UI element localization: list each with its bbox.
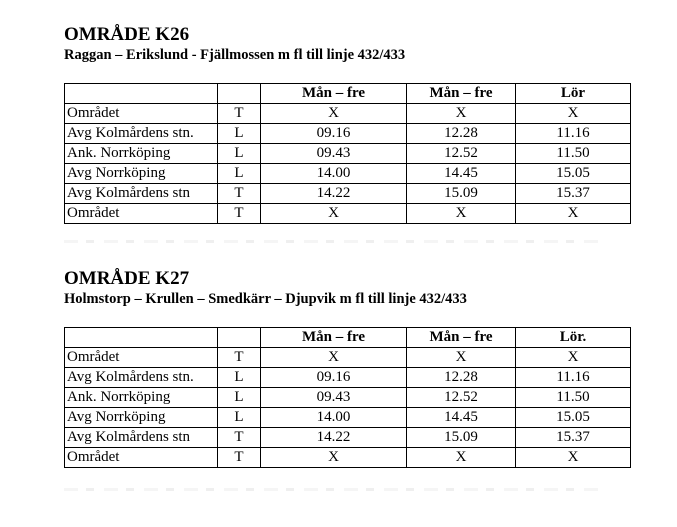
scan-artifact — [64, 240, 604, 243]
stop-name-cell: Ank. Norrköping — [65, 388, 218, 408]
time-cell: 11.16 — [516, 368, 631, 388]
area-subtitle: Raggan – Erikslund - Fjällmossen m fl till linje 432/433 — [64, 47, 406, 63]
time-cell: 12.52 — [407, 388, 516, 408]
time-cell: 11.50 — [516, 388, 631, 408]
time-cell: X — [261, 104, 407, 124]
stop-type-cell: L — [218, 408, 261, 428]
time-cell: X — [516, 348, 631, 368]
area-title: OMRÅDE K27 — [64, 268, 190, 289]
time-cell: 15.05 — [516, 408, 631, 428]
stop-name-cell: Området — [65, 448, 218, 468]
timetable-k27 — [64, 327, 631, 468]
timetable-k26 — [64, 83, 631, 224]
time-cell: 14.22 — [261, 184, 407, 204]
area-subtitle: Holmstorp – Krullen – Smedkärr – Djupvik m fl till linje 432/433 — [64, 291, 467, 307]
header-row — [65, 328, 631, 348]
stop-type-cell: L — [218, 124, 261, 144]
empty-header-cell — [65, 84, 218, 104]
area-section-k26 — [64, 24, 630, 224]
table-row — [65, 408, 631, 428]
time-cell: 09.16 — [261, 368, 407, 388]
table-row — [65, 104, 631, 124]
time-cell: 11.50 — [516, 144, 631, 164]
stop-name-cell: Ank. Norrköping — [65, 144, 218, 164]
stop-type-cell: T — [218, 448, 261, 468]
time-cell: X — [407, 104, 516, 124]
time-cell: 11.16 — [516, 124, 631, 144]
time-cell: 15.09 — [407, 428, 516, 448]
time-cell: X — [261, 204, 407, 224]
column-header: Lör. — [516, 328, 631, 348]
stop-type-cell: L — [218, 144, 261, 164]
scan-artifact — [64, 488, 604, 491]
time-cell: 14.00 — [261, 408, 407, 428]
stop-name-cell: Området — [65, 204, 218, 224]
stop-type-cell: T — [218, 184, 261, 204]
empty-header-cell — [218, 84, 261, 104]
stop-type-cell: T — [218, 104, 261, 124]
stop-name-cell: Området — [65, 348, 218, 368]
table-row — [65, 124, 631, 144]
column-header: Lör — [516, 84, 631, 104]
header-row — [65, 84, 631, 104]
stop-type-cell: L — [218, 368, 261, 388]
empty-header-cell — [65, 328, 218, 348]
stop-type-cell: T — [218, 428, 261, 448]
time-cell: 14.45 — [407, 408, 516, 428]
time-cell: X — [407, 448, 516, 468]
table-row — [65, 428, 631, 448]
table-row — [65, 348, 631, 368]
table-row — [65, 388, 631, 408]
stop-name-cell: Avg Norrköping — [65, 164, 218, 184]
time-cell: X — [516, 104, 631, 124]
stop-name-cell: Avg Kolmårdens stn. — [65, 368, 218, 388]
empty-header-cell — [218, 328, 261, 348]
time-cell: X — [261, 348, 407, 368]
stop-name-cell: Avg Kolmårdens stn — [65, 184, 218, 204]
time-cell: 12.28 — [407, 124, 516, 144]
time-cell: X — [407, 204, 516, 224]
column-header: Mån – fre — [407, 84, 516, 104]
time-cell: X — [516, 448, 631, 468]
stop-name-cell: Avg Kolmårdens stn. — [65, 124, 218, 144]
time-cell: 14.22 — [261, 428, 407, 448]
time-cell: 14.45 — [407, 164, 516, 184]
table-row — [65, 184, 631, 204]
time-cell: 12.52 — [407, 144, 516, 164]
stop-name-cell: Avg Kolmårdens stn — [65, 428, 218, 448]
stop-type-cell: L — [218, 164, 261, 184]
stop-name-cell: Området — [65, 104, 218, 124]
stop-type-cell: L — [218, 388, 261, 408]
time-cell: X — [261, 448, 407, 468]
table-row — [65, 144, 631, 164]
time-cell: 12.28 — [407, 368, 516, 388]
column-header: Mån – fre — [407, 328, 516, 348]
stop-type-cell: T — [218, 204, 261, 224]
time-cell: 15.09 — [407, 184, 516, 204]
time-cell: 09.43 — [261, 388, 407, 408]
stop-name-cell: Avg Norrköping — [65, 408, 218, 428]
table-row — [65, 368, 631, 388]
time-cell: X — [516, 204, 631, 224]
table-row — [65, 204, 631, 224]
column-header: Mån – fre — [261, 328, 407, 348]
stop-type-cell: T — [218, 348, 261, 368]
time-cell: 15.37 — [516, 184, 631, 204]
time-cell: 09.16 — [261, 124, 407, 144]
time-cell: X — [407, 348, 516, 368]
column-header: Mån – fre — [261, 84, 407, 104]
area-section-k27 — [64, 268, 630, 468]
time-cell: 15.37 — [516, 428, 631, 448]
time-cell: 14.00 — [261, 164, 407, 184]
table-row — [65, 164, 631, 184]
time-cell: 15.05 — [516, 164, 631, 184]
table-row — [65, 448, 631, 468]
area-title: OMRÅDE K26 — [64, 24, 190, 45]
time-cell: 09.43 — [261, 144, 407, 164]
